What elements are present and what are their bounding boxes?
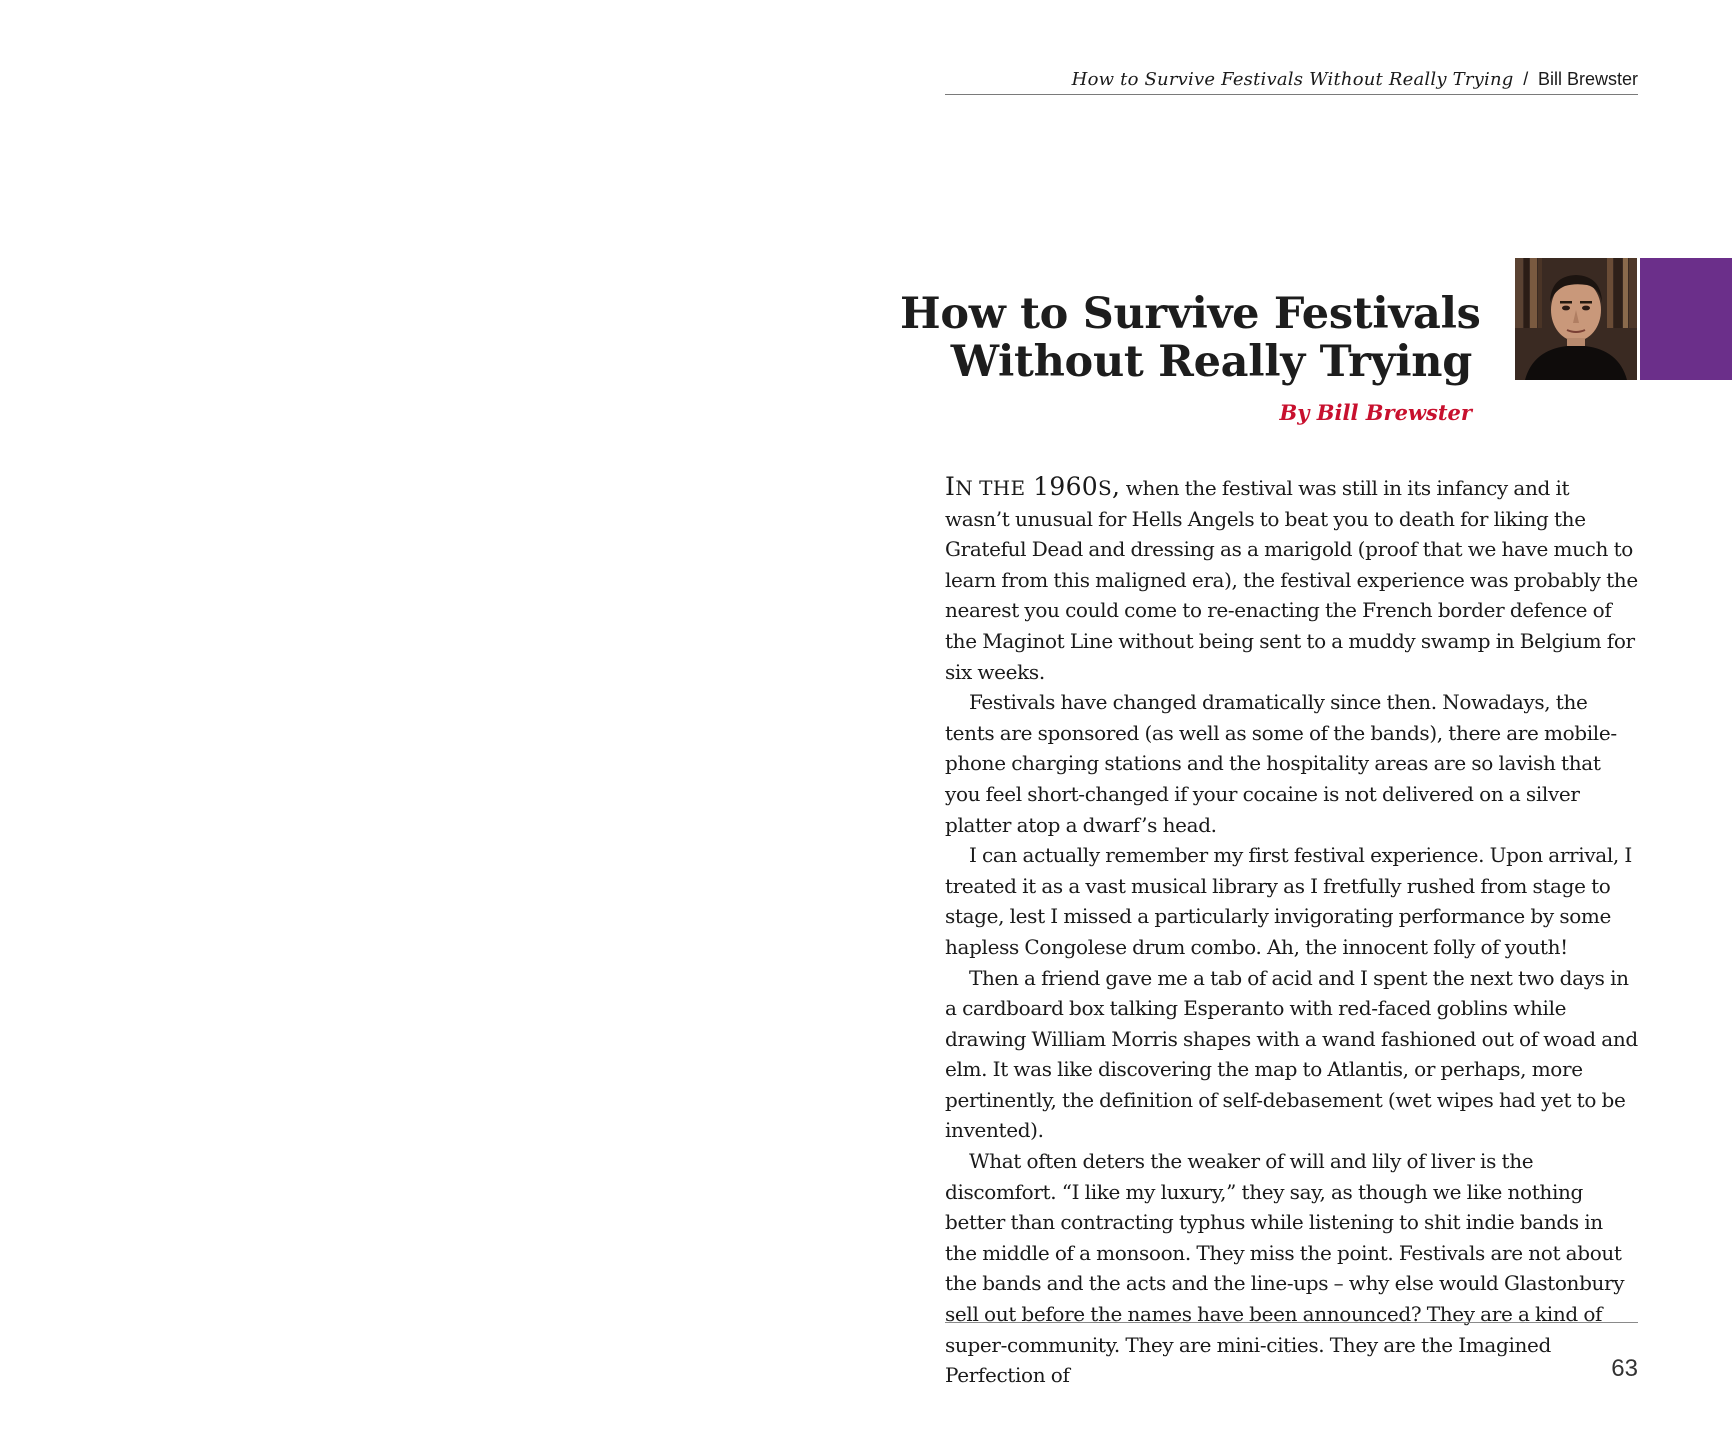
running-header-title: How to Survive Festivals Without Really Trying bbox=[1071, 69, 1514, 90]
body-paragraph-4: Then a friend gave me a tab of acid and I spent the next two days in a cardboard box talking Esperanto with red-faced goblins while drawing William Morris shapes with a wand fashioned out of woad and elm. It was like discovering the map to Atlantis, or perhaps, more pertinently, the definition of self-debasement (wet wipes had yet to be invented). bbox=[945, 965, 1638, 1143]
chapter-accent-tab bbox=[1640, 258, 1732, 380]
author-portrait-icon bbox=[1515, 258, 1637, 380]
body-paragraph-1 bbox=[945, 472, 1638, 687]
footer-rule bbox=[945, 1322, 1638, 1323]
article-body bbox=[945, 472, 1638, 1391]
body-paragraph-1-text: when the festival was still in its infancy and it wasn’t unusual for Hells Angels to beat you to death for liking the Grateful Dead and dressing as a marigold (proof that we have much to learn from this maligned era), the festival experience was probably the nearest you could come to re-enacting the French border defence of the Maginot Line without being sent to a muddy swamp in Belgium for six weeks. bbox=[945, 476, 1638, 684]
lead-in-small-caps: IN THE 1960S, bbox=[945, 472, 1121, 501]
article-title-block bbox=[900, 289, 1481, 426]
article-title-line-1: How to Survive Festivals bbox=[900, 289, 1481, 339]
running-header-separator: / bbox=[1523, 69, 1529, 89]
body-paragraph-3: I can actually remember my first festival experience. Upon arrival, I treated it as a vast musical library as I fretfully rushed from stage to stage, lest I missed a particularly invigorating performance by some hapless Congolese drum combo. Ah, the innocent folly of youth! bbox=[945, 843, 1632, 959]
page-number: 63 bbox=[1611, 1355, 1638, 1382]
body-paragraph-5: What often deters the weaker of will and lily of liver is the discomfort. “I like my luxury,” they say, as though we like nothing better than contracting typhus while listening to shit indie bands in the middle of a monsoon. They miss the point. Festivals are not about the bands and the acts and the line-ups – why else would Glastonbury sell out before the names have been announced? They are a kind of super-community. They are mini-cities. They are the Imagined Perfection of bbox=[945, 1149, 1625, 1388]
article-title-line-2: Without Really Trying bbox=[950, 337, 1472, 387]
body-paragraph-2: Festivals have changed dramatically since then. Nowadays, the tents are sponsored (as well as some of the bands), there are mobile-phone charging stations and the hospitality areas are so lavish that you feel short-changed if your cocaine is not delivered on a silver platter atop a dwarf’s head. bbox=[945, 690, 1617, 837]
article-byline: By Bill Brewster bbox=[1279, 400, 1472, 425]
running-header bbox=[945, 66, 1638, 95]
running-header-author: Bill Brewster bbox=[1537, 69, 1638, 89]
author-photo bbox=[1515, 258, 1637, 380]
